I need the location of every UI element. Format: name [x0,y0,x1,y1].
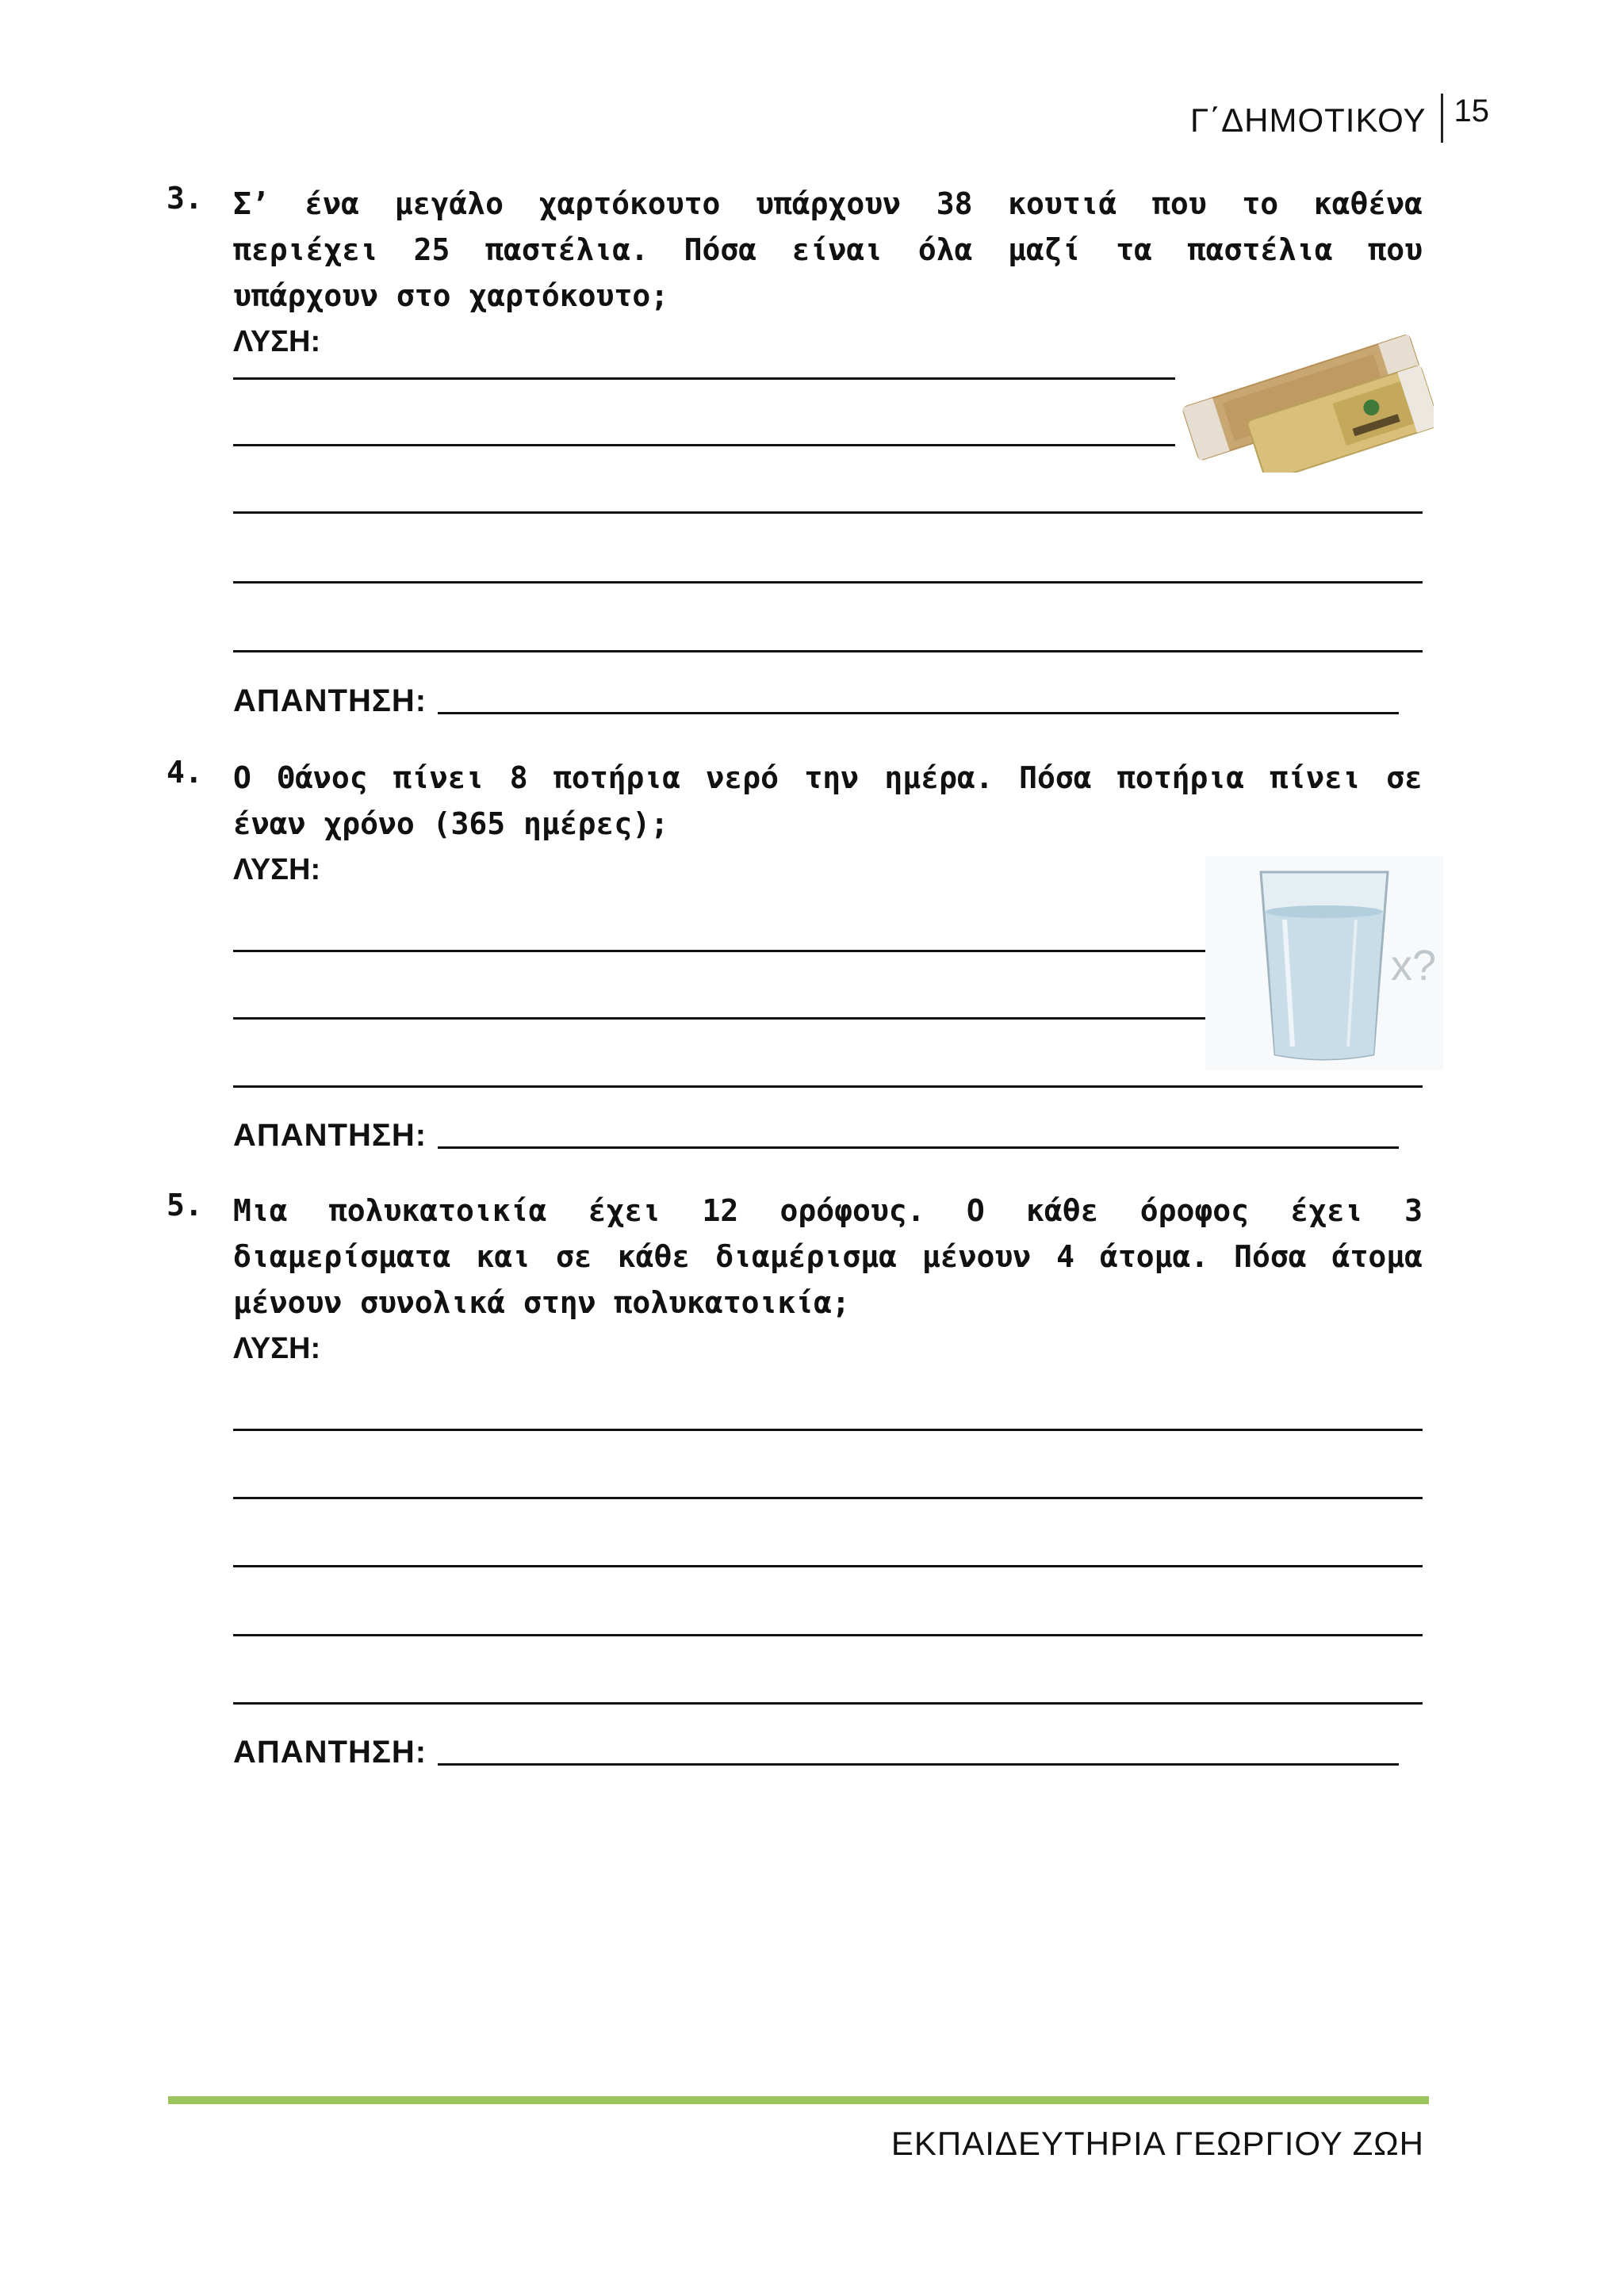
candy-bars-illustration [1178,314,1434,473]
problem-number: 3. [167,181,203,216]
answer-writing-line[interactable] [233,511,1423,514]
answer-writing-line[interactable] [233,1497,1423,1499]
answer-writing-line[interactable] [233,1702,1423,1705]
answer-writing-line[interactable] [233,1634,1423,1636]
page-header [1190,94,1489,143]
answer-line[interactable] [438,1763,1399,1766]
answer-line[interactable] [438,712,1399,714]
answer-writing-line[interactable] [233,950,1258,952]
answer-row [233,1118,1399,1154]
solution-label: ΛΥΣΗ: [233,325,321,358]
problem-5 [168,1188,1423,1372]
class-label: Γ΄ΔΗΜΟΤΙΚΟΥ [1189,101,1427,139]
page-number: 15 [1454,94,1489,128]
solution-label: ΛΥΣΗ: [233,853,321,886]
problem-number: 4. [167,755,203,790]
answer-writing-line[interactable] [233,650,1423,652]
answer-writing-line[interactable] [233,444,1175,446]
water-glass-illustration [1205,856,1443,1070]
answer-writing-line[interactable] [233,1429,1423,1431]
footer-rule [168,2096,1429,2104]
answer-writing-line[interactable] [233,1085,1423,1088]
problem-text: Σ’ ένα μεγάλο χαρτόκουτο υπάρχουν 38 κουτιά που το καθένα περιέχει 25 παστέλια. Πόσα είναι όλα μαζί τα παστέλια που υπάρχουν στο χαρτόκουτο; [233,186,1423,313]
problem-text: Ο Θάνος πίνει 8 ποτήρια νερό την ημέρα. Πόσα ποτήρια πίνει σε έναν χρόνο (365 ημέρες); [233,760,1423,841]
answer-label: ΑΠΑΝΤΗΣΗ: [233,1118,427,1153]
glass-mark-text: x? [1391,942,1437,989]
problem-number: 5. [167,1188,203,1223]
answer-writing-line[interactable] [233,377,1175,380]
footer-author: ΕΚΠΑΙΔΕΥΤΗΡΙΑ ΓΕΩΡΓΙΟΥ ΖΩΗ [891,2125,1424,2162]
solution-label: ΛΥΣΗ: [233,1332,321,1365]
answer-row [233,683,1399,719]
answer-label: ΑΠΑΝΤΗΣΗ: [233,683,427,718]
answer-writing-line[interactable] [233,1565,1423,1567]
answer-label: ΑΠΑΝΤΗΣΗ: [233,1735,427,1770]
answer-writing-line[interactable] [233,1017,1258,1020]
answer-line[interactable] [438,1146,1399,1149]
problem-text: Μια πολυκατοικία έχει 12 ορόφους. Ο κάθε όροφος έχει 3 διαμερίσματα και σε κάθε διαμέρισμα μένουν 4 άτομα. Πόσα άτομα μένουν συνολικά στην πολυκατοικία; [233,1193,1423,1320]
answer-row [233,1735,1399,1770]
answer-writing-line[interactable] [233,581,1423,584]
